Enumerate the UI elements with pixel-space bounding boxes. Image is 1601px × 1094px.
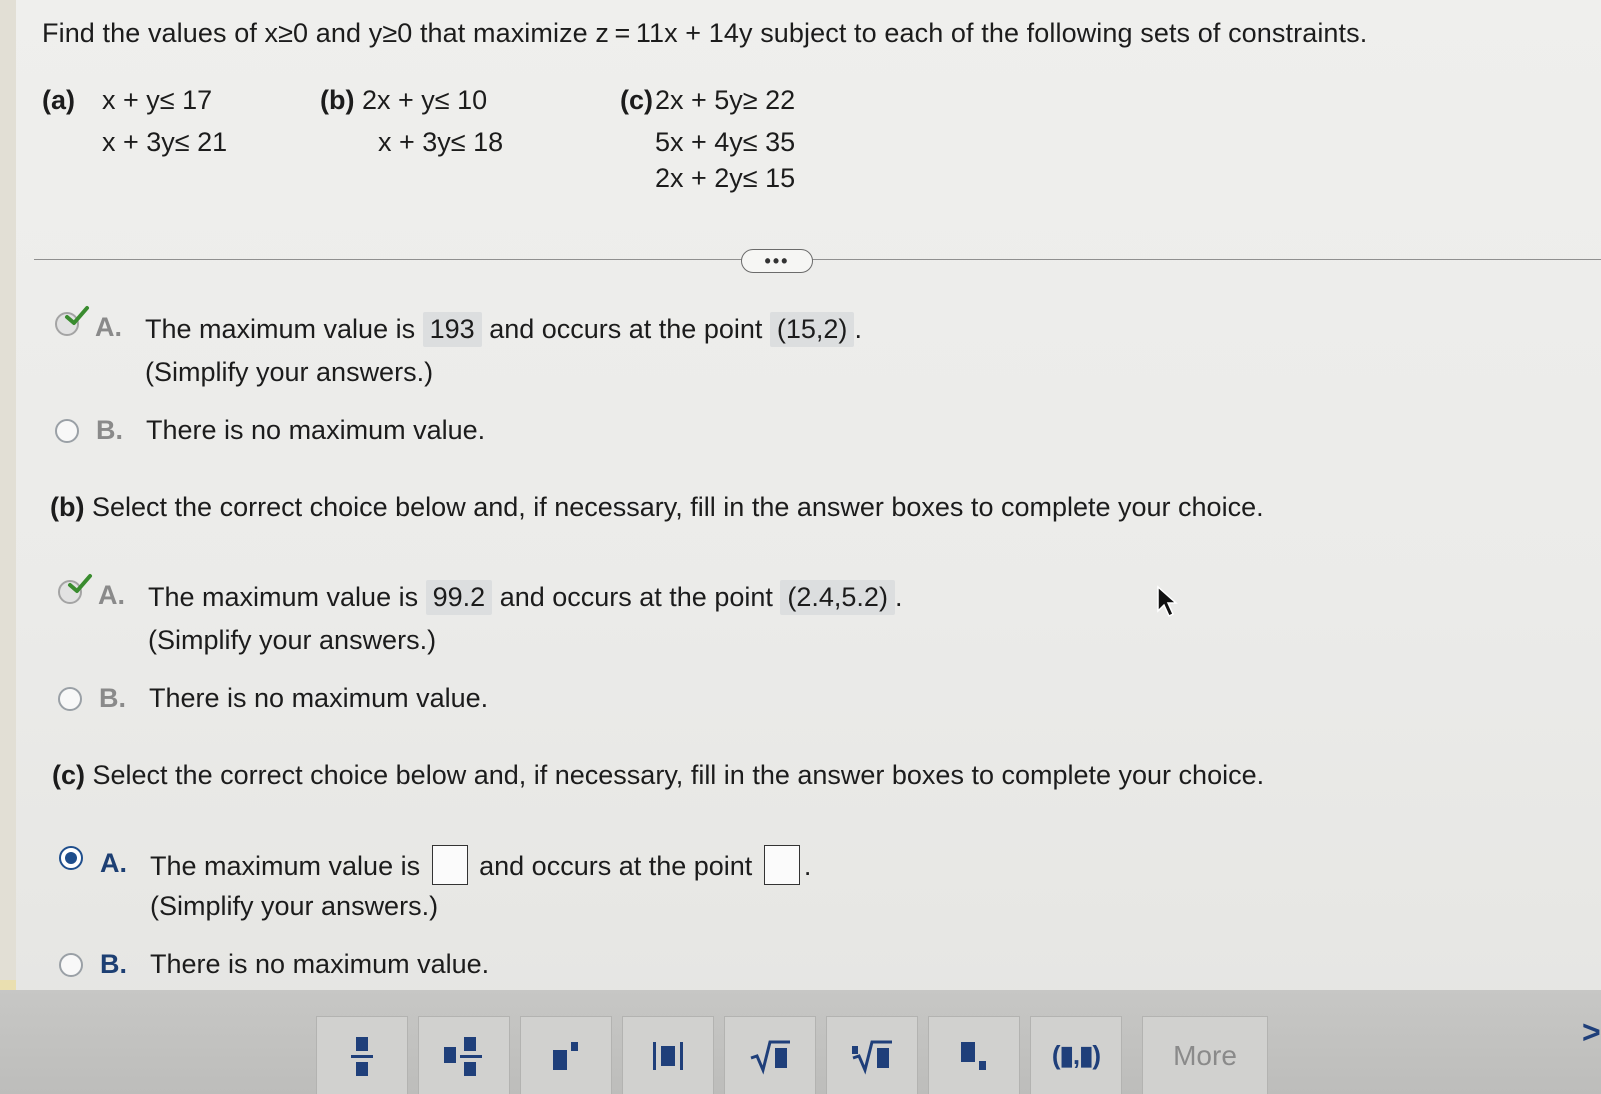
part-c-radio-a[interactable] bbox=[59, 846, 83, 870]
part-a-max-value[interactable]: 193 bbox=[423, 312, 482, 347]
mouse-cursor-icon bbox=[1156, 585, 1180, 619]
part-a-point[interactable]: (15,2) bbox=[770, 312, 855, 347]
part-b-choice-a-suffix: . bbox=[894, 582, 903, 612]
part-c-max-value-input[interactable] bbox=[432, 845, 468, 885]
part-c-heading-text: Select the correct choice below and, if necessary, fill in the answer boxes to complete your choice. bbox=[92, 760, 1265, 790]
chevron-right-icon[interactable]: > bbox=[1582, 1014, 1601, 1050]
fraction-button[interactable] bbox=[316, 1016, 408, 1094]
part-a-choice-a-letter: A. bbox=[95, 312, 122, 342]
part-b-choice-b-letter: B. bbox=[99, 683, 126, 713]
absolute-value-icon bbox=[648, 1036, 688, 1076]
subscript-icon bbox=[957, 1036, 991, 1076]
exponent-icon bbox=[549, 1036, 583, 1076]
part-a-choice-a-suffix: . bbox=[854, 314, 862, 344]
part-c-choice-a-prefix: The maximum value is bbox=[150, 851, 421, 882]
part-a-choice-a bbox=[145, 312, 862, 347]
system-c-row-3: 2x + 2y≤ 15 bbox=[655, 163, 796, 193]
part-c-radio-b[interactable] bbox=[59, 953, 83, 977]
check-icon bbox=[67, 573, 93, 595]
system-a-label: (a) bbox=[42, 85, 75, 115]
part-b-heading-text: Select the correct choice below and, if necessary, fill in the answer boxes to complete your choice. bbox=[92, 492, 1264, 522]
check-icon bbox=[64, 305, 90, 327]
square-root-icon bbox=[748, 1036, 792, 1076]
part-c-choice-a-letter: A. bbox=[100, 848, 127, 878]
part-b-choice-a-prefix: The maximum value is bbox=[148, 582, 419, 612]
part-a-choice-a-prefix: The maximum value is bbox=[145, 314, 416, 344]
part-c-choice-a bbox=[150, 848, 811, 888]
question-prompt: Find the values of x≥0 and y≥0 that maximize z = 11x + 14y subject to each of the following sets of constraints. bbox=[42, 18, 1368, 48]
square-root-button[interactable] bbox=[724, 1016, 816, 1094]
part-b-choice-a-middle: and occurs at the point bbox=[499, 582, 773, 612]
part-a-note: (Simplify your answers.) bbox=[145, 357, 434, 387]
more-button-label: More bbox=[1173, 1039, 1237, 1071]
part-b-choice-b: There is no maximum value. bbox=[149, 683, 489, 713]
part-b-max-value[interactable]: 99.2 bbox=[426, 580, 493, 615]
system-b-row-2: x + 3y≤ 18 bbox=[378, 127, 504, 157]
system-b-row-1: 2x + y≤ 10 bbox=[362, 85, 488, 115]
part-c-note: (Simplify your answers.) bbox=[150, 891, 439, 921]
ordered-pair-icon: (▮,▮) bbox=[1051, 1040, 1101, 1070]
part-b-heading-label: (b) bbox=[50, 492, 85, 522]
exponent-button[interactable] bbox=[520, 1016, 612, 1094]
mixed-number-icon bbox=[442, 1033, 486, 1079]
part-b-choice-a-letter: A. bbox=[98, 580, 125, 610]
more-button[interactable] bbox=[1142, 1016, 1268, 1094]
part-c-choice-a-suffix: . bbox=[803, 851, 812, 882]
part-b-point[interactable]: (2.4,5.2) bbox=[780, 580, 895, 615]
system-c-label: (c) bbox=[620, 85, 653, 115]
left-edge bbox=[0, 0, 16, 1094]
absolute-value-button[interactable] bbox=[622, 1016, 714, 1094]
mixed-number-button[interactable] bbox=[418, 1016, 510, 1094]
system-c-row-1: 2x + 5y≥ 22 bbox=[655, 85, 796, 115]
part-c-choice-b: There is no maximum value. bbox=[150, 949, 490, 979]
part-b-radio-b[interactable] bbox=[58, 687, 82, 711]
part-b-note: (Simplify your answers.) bbox=[148, 625, 437, 655]
fraction-icon bbox=[347, 1033, 377, 1079]
system-a bbox=[42, 80, 262, 170]
nth-root-button[interactable] bbox=[826, 1016, 918, 1094]
part-b-choice-a bbox=[148, 580, 902, 615]
system-a-row-2: x + 3y≤ 21 bbox=[102, 127, 228, 157]
system-b-label: (b) bbox=[320, 85, 355, 115]
system-c-row-2: 5x + 4y≤ 35 bbox=[655, 127, 796, 157]
ordered-pair-button[interactable] bbox=[1030, 1016, 1122, 1094]
system-a-row-1: x + y≤ 17 bbox=[102, 85, 213, 115]
part-c-choice-b-letter: B. bbox=[100, 949, 127, 979]
part-c-heading-label: (c) bbox=[52, 760, 85, 790]
part-a-choice-b-letter: B. bbox=[96, 415, 123, 445]
nth-root-icon bbox=[850, 1036, 894, 1076]
system-b bbox=[320, 80, 540, 170]
part-a-radio-b[interactable] bbox=[55, 419, 79, 443]
part-b-heading bbox=[50, 492, 1264, 523]
subscript-button[interactable] bbox=[928, 1016, 1020, 1094]
part-a-choice-a-middle: and occurs at the point bbox=[489, 314, 763, 344]
expand-button[interactable]: ••• bbox=[741, 249, 813, 273]
part-a-choice-b: There is no maximum value. bbox=[146, 415, 486, 445]
part-c-choice-a-middle: and occurs at the point bbox=[479, 851, 753, 882]
part-c-heading bbox=[52, 760, 1264, 791]
section-divider bbox=[34, 259, 1601, 260]
part-c-point-input[interactable] bbox=[764, 845, 800, 885]
system-c bbox=[620, 80, 840, 204]
